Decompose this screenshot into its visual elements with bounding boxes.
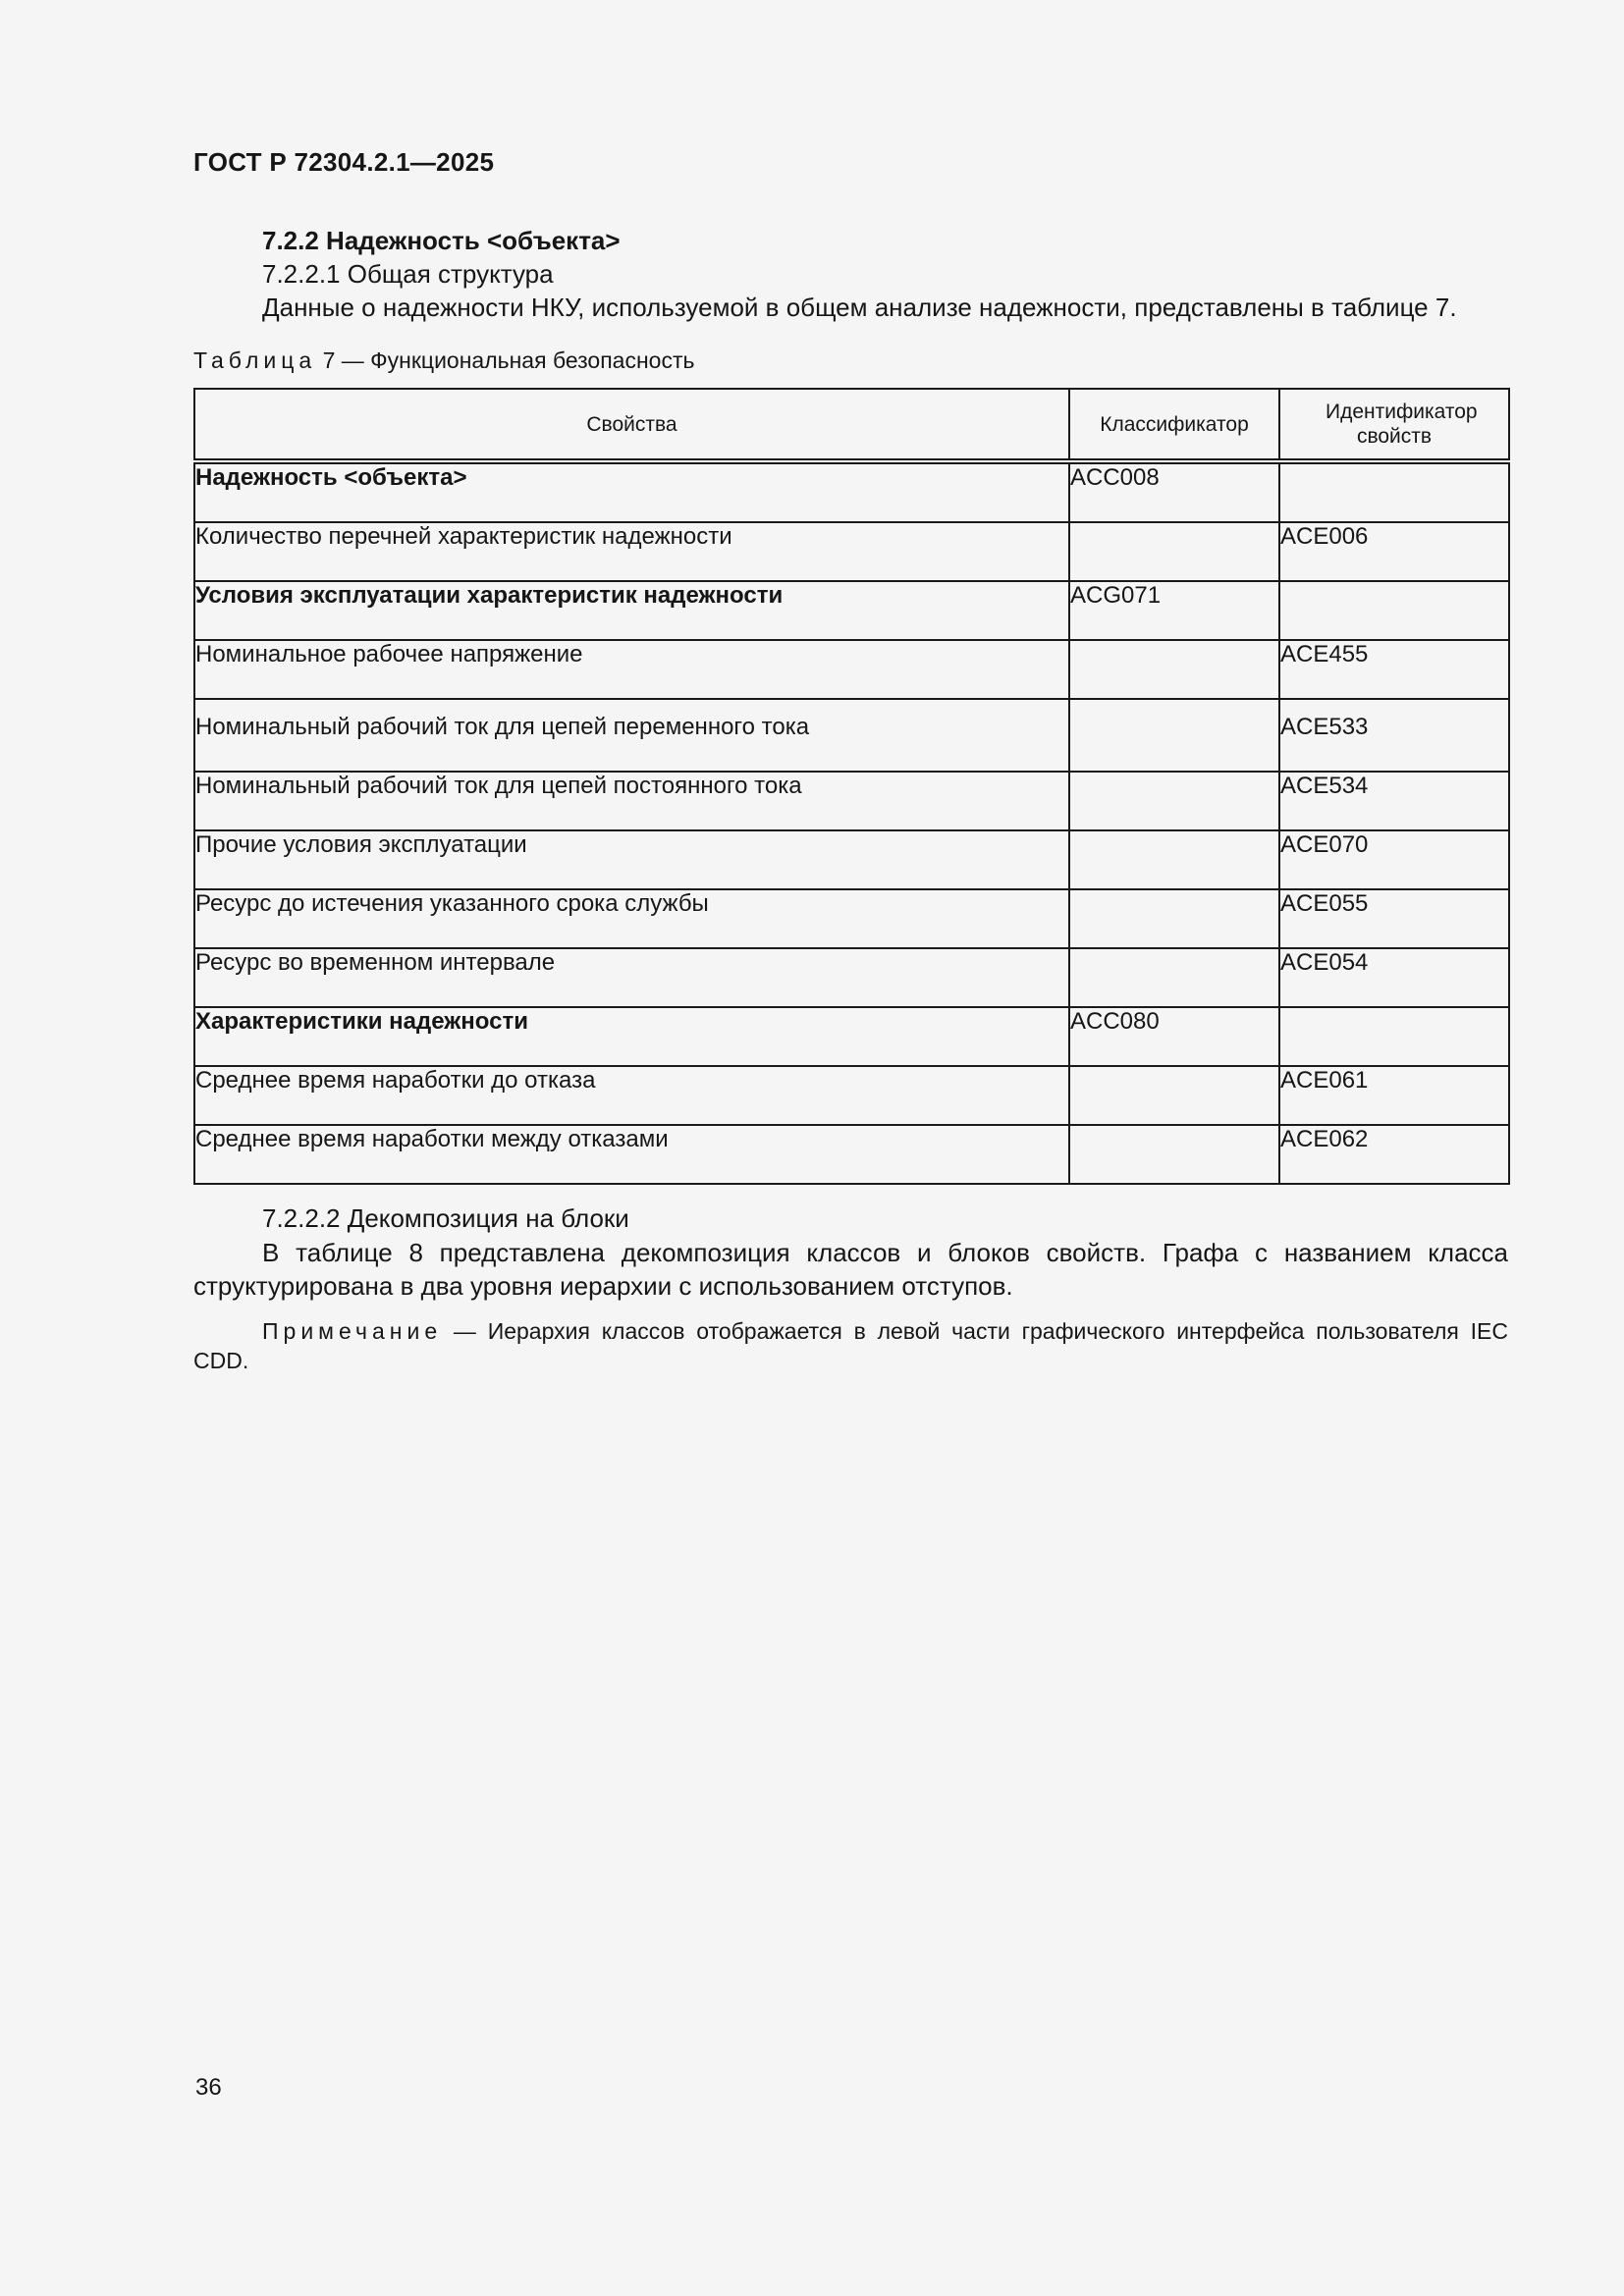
table-row <box>194 1125 1509 1184</box>
subsection-title-2: 7.2.2.2 Декомпозиция на блоки <box>262 1203 629 1233</box>
identifier-cell: ACE062 <box>1279 1125 1509 1184</box>
page-number: 36 <box>195 2074 222 2101</box>
property-cell: Условия эксплуатации характеристик надежности <box>194 581 1069 640</box>
classifier-cell <box>1069 772 1279 830</box>
classifier-cell <box>1069 699 1279 772</box>
identifier-cell: ACE061 <box>1279 1066 1509 1125</box>
header-properties: Свойства <box>194 389 1069 461</box>
subsection-title-1: 7.2.2.1 Общая структура <box>262 259 554 289</box>
table-row <box>194 461 1509 522</box>
table-row <box>194 772 1509 830</box>
identifier-cell: ACE534 <box>1279 772 1509 830</box>
property-cell: Среднее время наработки между отказами <box>194 1125 1069 1184</box>
document-header: ГОСТ Р 72304.2.1—2025 <box>193 147 495 177</box>
classifier-cell <box>1069 522 1279 581</box>
table-row <box>194 948 1509 1007</box>
property-cell: Характеристики надежности <box>194 1007 1069 1066</box>
property-cell: Ресурс во временном интервале <box>194 948 1069 1007</box>
classifier-cell <box>1069 889 1279 948</box>
identifier-cell <box>1279 581 1509 640</box>
property-cell: Надежность <объекта> <box>194 461 1069 522</box>
classifier-cell <box>1069 948 1279 1007</box>
section-title: 7.2.2 Надежность <объекта> <box>262 226 621 255</box>
table-row <box>194 640 1509 699</box>
classifier-cell: ACC080 <box>1069 1007 1279 1066</box>
note-paragraph <box>193 1316 1508 1375</box>
table-row <box>194 581 1509 640</box>
header-classifier: Классификатор <box>1069 389 1279 461</box>
table-caption-text: 7 — Функциональная безопасность <box>316 347 695 373</box>
property-cell: Прочие условия эксплуатации <box>194 830 1069 889</box>
reliability-table <box>193 388 1510 1185</box>
identifier-cell <box>1279 461 1509 522</box>
classifier-cell <box>1069 830 1279 889</box>
classifier-cell: ACG071 <box>1069 581 1279 640</box>
property-cell: Номинальный рабочий ток для цепей переменного тока <box>194 699 1069 772</box>
table-caption-prefix: Таблица <box>193 347 317 373</box>
classifier-cell <box>1069 1125 1279 1184</box>
note-text: — Иерархия классов отображается в левой части графического интерфейса пользователя IEC CDD. <box>193 1318 1508 1373</box>
identifier-cell: ACE054 <box>1279 948 1509 1007</box>
table-caption <box>193 347 694 374</box>
table-row <box>194 1007 1509 1066</box>
identifier-cell: ACE533 <box>1279 699 1509 772</box>
table-row <box>194 1066 1509 1125</box>
identifier-cell: ACE006 <box>1279 522 1509 581</box>
classifier-cell <box>1069 1066 1279 1125</box>
property-cell: Номинальное рабочее напряжение <box>194 640 1069 699</box>
intro-paragraph: Данные о надежности НКУ, используемой в общем анализе надежности, представлены в таблице 7. <box>262 293 1457 322</box>
identifier-cell: ACE455 <box>1279 640 1509 699</box>
property-cell: Количество перечней характеристик надежности <box>194 522 1069 581</box>
table-row <box>194 522 1509 581</box>
table-header-row <box>194 389 1509 461</box>
table-row <box>194 830 1509 889</box>
property-cell: Ресурс до истечения указанного срока службы <box>194 889 1069 948</box>
identifier-cell: ACE070 <box>1279 830 1509 889</box>
decomposition-paragraph: В таблице 8 представлена декомпозиция классов и блоков свойств. Графа с названием класса структурирована в два уровня иерархии с использованием отступов. <box>193 1238 1508 1301</box>
identifier-cell: ACE055 <box>1279 889 1509 948</box>
note-prefix: Примечание <box>262 1318 443 1344</box>
property-cell: Номинальный рабочий ток для цепей постоянного тока <box>194 772 1069 830</box>
header-identifier-text: Идентификатор свойств <box>1326 400 1478 448</box>
header-identifier <box>1279 389 1509 461</box>
classifier-cell: ACC008 <box>1069 461 1279 522</box>
classifier-cell <box>1069 640 1279 699</box>
table-row <box>194 889 1509 948</box>
identifier-cell <box>1279 1007 1509 1066</box>
table-row <box>194 699 1509 772</box>
property-cell: Среднее время наработки до отказа <box>194 1066 1069 1125</box>
